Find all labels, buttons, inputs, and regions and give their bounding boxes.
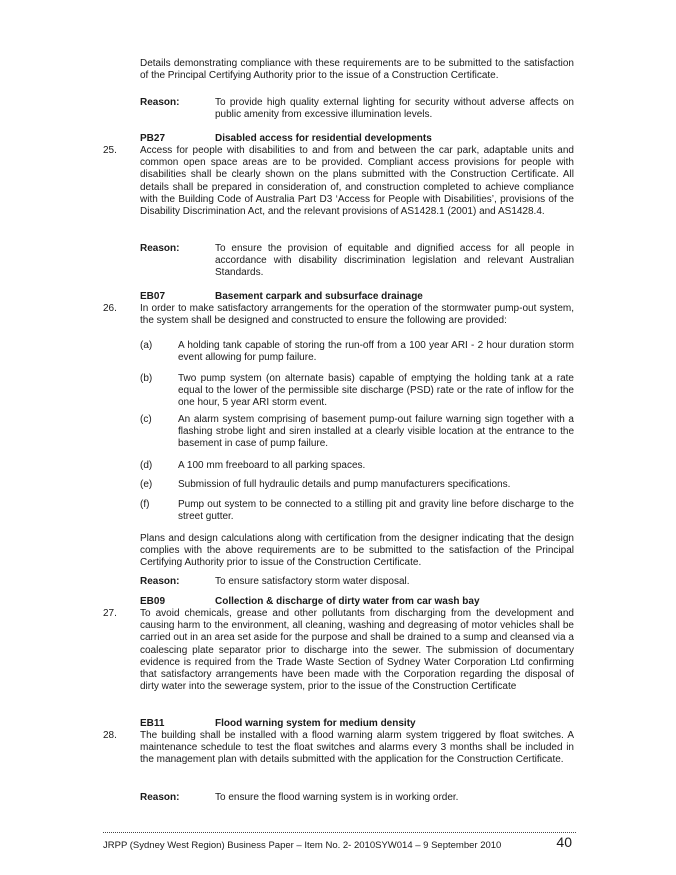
intro-paragraph: Details demonstrating compliance with these requirements are to be submitted to the satisfaction of the Principal Certifying Authority prior to the issue of a Construction Certificate. [140, 58, 574, 82]
condition-body: The building shall be installed with a flood warning alarm system triggered by float switches. A maintenance schedule to test the float switches and alarms every 3 months shall be included in the management plan with details submitted with the application for the Construction Certificate. [140, 730, 574, 766]
condition-number: 25. [103, 145, 117, 156]
list-item-text: An alarm system comprising of basement pump-out failure warning sign together with a flashing strobe light and siren installed at a clearly visible location at the entrance to the basement in case of pump failure. [178, 414, 574, 450]
condition-code: EB09 [140, 596, 166, 607]
condition-number: 27. [103, 608, 117, 619]
page-number: 40 [556, 834, 572, 850]
list-item-text: A 100 mm freeboard to all parking spaces. [178, 460, 366, 471]
list-item-label: (f) [140, 499, 150, 510]
reason-label: Reason: [140, 792, 180, 803]
list-item-text: A holding tank capable of storing the run-off from a 100 year ARI - 2 hour duration storm event allowing for pump failure. [178, 340, 574, 364]
list-item-label: (d) [140, 460, 153, 471]
condition-body: Access for people with disabilities to and from and between the car park, adaptable units and common open space areas are to be provided. Compliant access provisions for people with disabilities shall be clearly shown on the plans submitted with the Construction Certificate. All details shall be prepared in consideration of, and construction completed to achieve compliance with the Building Code of Australia Part D3 ‘Access for People with Disabilities’, provisions of the Disability Discrimination Act, and the relevant provisions of AS1428.1 (2001) and AS1428.4. [140, 145, 574, 218]
footer-divider [103, 832, 576, 833]
list-item-text: Submission of full hydraulic details and pump manufacturers specifications. [178, 479, 511, 490]
list-item-label: (b) [140, 373, 153, 384]
reason-label: Reason: [140, 576, 180, 587]
list-item-label: (c) [140, 414, 152, 425]
footer-text: JRPP (Sydney West Region) Business Paper – Item No. 2- 2010SYW014 – 9 September 2010 [103, 840, 502, 851]
condition-heading: Disabled access for residential developments [215, 133, 432, 144]
condition-heading: Flood warning system for medium density [215, 718, 416, 729]
reason-text: To ensure the provision of equitable and dignified access for all people in accordance with disability discrimination legislation and relevant Australian Standards. [215, 243, 574, 279]
condition-body: To avoid chemicals, grease and other pollutants from discharging from the development and causing harm to the environment, all cleaning, washing and degreasing of motor vehicles shall be carried out in an area set aside for the purpose and shall be drained to a sump and cleansed via a coalescing plate separator prior to discharge into the sewer. The submission of documentary evidence is required from the Trade Waste Section of Sydney Water Corporation Ltd confirming that satisfactory arrangements have been made with the Corporation regarding the disposal of dirty water into the sewerage system, prior to the issue of the Construction Certificate [140, 608, 574, 693]
reason-text: To provide high quality external lighting for security without adverse affects on public amenity from excessive illumination levels. [215, 97, 574, 121]
condition-number: 28. [103, 730, 117, 741]
reason-label: Reason: [140, 97, 180, 108]
condition-code: PB27 [140, 133, 166, 144]
closing-paragraph: Plans and design calculations along with certification from the designer indicating that the design complies with the above requirements are to be submitted to the satisfaction of the Principal Certifying Authority prior to issue of the Construction Certificate. [140, 533, 574, 569]
list-item-text: Pump out system to be connected to a stilling pit and gravity line before discharge to the street gutter. [178, 499, 574, 523]
condition-body: In order to make satisfactory arrangements for the operation of the stormwater pump-out system, the system shall be designed and constructed to ensure the following are provided: [140, 303, 574, 327]
reason-text: To ensure satisfactory storm water disposal. [215, 576, 410, 587]
list-item-text: Two pump system (on alternate basis) capable of emptying the holding tank at a rate equal to the lower of the permissible site discharge (PSD) rate or the rate of inflow for the one hour, 5 year ARI storm event. [178, 373, 574, 409]
condition-heading: Basement carpark and subsurface drainage [215, 291, 423, 302]
list-item-label: (e) [140, 479, 153, 490]
condition-number: 26. [103, 303, 117, 314]
condition-code: EB11 [140, 718, 165, 729]
condition-heading: Collection & discharge of dirty water from car wash bay [215, 596, 480, 607]
reason-text: To ensure the flood warning system is in working order. [215, 792, 459, 803]
reason-label: Reason: [140, 243, 180, 254]
list-item-label: (a) [140, 340, 153, 351]
condition-code: EB07 [140, 291, 166, 302]
